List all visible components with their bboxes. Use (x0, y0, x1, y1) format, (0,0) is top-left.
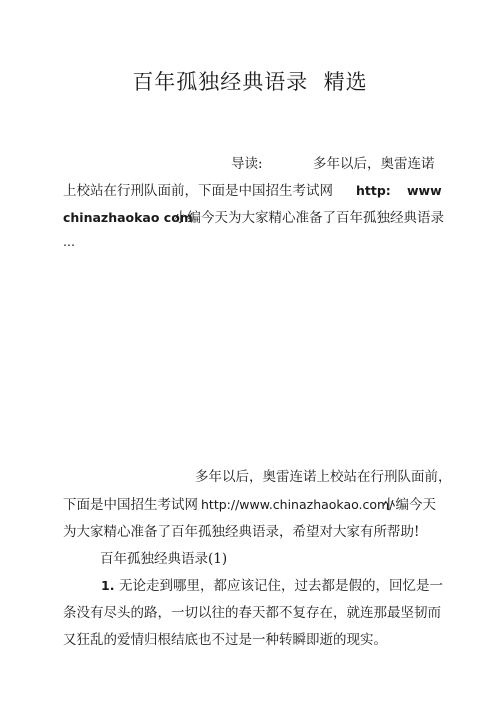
intro-line2-text: 上校站在行刑队面前，下面是中国招生考试网 (63, 183, 333, 199)
intro-lead-text: 多年以后，奥雷连诺 (313, 156, 435, 172)
body-p1-line2-url: http://www.chinazhaokao.com/ (201, 497, 394, 512)
intro-line2-http: http: (356, 183, 391, 198)
body-p1-line2-text: 下面是中国招生考试网 (63, 497, 198, 513)
section-heading: 百年孤独经典语录(1) (100, 551, 228, 567)
item1-number: 1. (101, 578, 115, 593)
intro-line2-www: www (407, 183, 442, 198)
item1-line1: 无论走到哪里，都应该记住，过去都是假的，回忆是一 (119, 578, 443, 594)
body-p1-line1: 多年以后，奥雷连诺上校站在行刑队面前， (195, 469, 452, 485)
item1-line3: 又狂乱的爱情归根结底也不过是一种转瞬即逝的现实。 (63, 632, 387, 648)
intro-line4-ellipsis: ... (63, 234, 75, 249)
intro-line3-domain: chinazhaokao com (63, 210, 193, 225)
body-p1-line2-tail: 小编今天 (382, 497, 436, 513)
document-title: 百年孤独经典语录 精选 (132, 70, 368, 94)
intro-line3-text: 小编今天为大家精心准备了百年孤独经典语录 (174, 210, 444, 226)
intro-lead-label: 导读: (231, 156, 263, 172)
item1-line2: 条没有尽头的路，一切以往的春天都不复存在，就连那最坚韧而 (63, 605, 441, 621)
body-p1-line3: 为大家精心准备了百年孤独经典语录，希望对大家有所帮助! (63, 524, 420, 540)
